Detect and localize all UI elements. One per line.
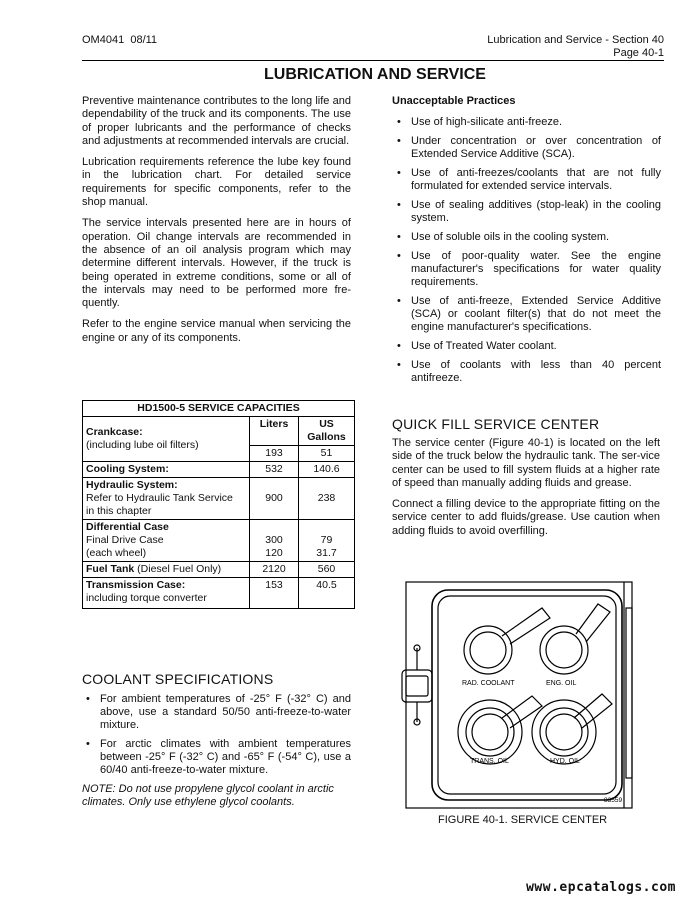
intro-paragraph: Preventive maintenance contributes to the long life and dependability of the truck and its components. The use of proper lubricants and the performance of checks and adjustments at recommended intervals are crucial. (82, 95, 351, 147)
differential-gallons-cell (299, 520, 355, 562)
unacceptable-list-wrap (393, 116, 661, 391)
watermark-text: www.epcatalogs.com (526, 880, 676, 895)
hyd-oil-label: HYD. OIL (550, 758, 580, 765)
trans-oil-fitting (458, 696, 542, 764)
list-item: • Use of anti-freeze, Extended Service Additive (SCA) or coolant filter(s) that do not meet the engine manufacturer's specifications. (393, 295, 661, 334)
liters-header: Liters (250, 417, 299, 446)
table-row (83, 417, 355, 446)
crankcase-cell (83, 417, 250, 462)
hyd-oil-fitting (532, 694, 612, 764)
crankcase-label: Crankcase: (86, 426, 143, 438)
transmission-label: Transmission Case: (86, 579, 186, 591)
table-row (83, 462, 355, 478)
service-capacities-table (82, 400, 355, 609)
panel-plate (432, 590, 622, 800)
intro-paragraph: The service intervals presented here are in hours of operation. Oil change intervals are recommended in the absence of an oil analysis program which may determine different intervals. However, if the truck is being operated in extreme conditions, some or all of the intervals may need to be performed more fre-quently. (82, 217, 351, 310)
differential-gallons-1: 79 (320, 534, 333, 546)
differential-gallons-2: 31.7 (316, 547, 337, 559)
rad-coolant-fitting (464, 608, 550, 674)
differential-sub2: (each wheel) (86, 547, 147, 559)
intro-paragraph: Refer to the engine service manual when servicing the engine or any of its components. (82, 318, 351, 344)
intro-section (82, 95, 351, 345)
quickfill-paragraph: Connect a filling device to the appropriate fitting on the service center to add fluids/grease. Use caution when adding fluids to avoid overfilling. (392, 498, 660, 537)
fuel-cell (83, 562, 250, 578)
quickfill-heading: QUICK FILL SERVICE CENTER (392, 416, 600, 432)
service-capacities-table-wrap (82, 400, 355, 609)
hydraulic-sub1: Refer to Hydraulic Tank Service (86, 492, 233, 504)
list-item: • Use of sealing additives (stop-leak) in the cooling system. (393, 199, 661, 225)
transmission-sub: including torque converter (86, 592, 207, 604)
doc-code-number: OM4041 (82, 34, 125, 46)
unacceptable-heading: Unacceptable Practices (392, 95, 516, 107)
unacceptable-list (393, 116, 661, 385)
eng-oil-label: ENG. OIL (546, 680, 577, 687)
crankcase-sub: (including lube oil filters) (86, 439, 199, 451)
page-title: LUBRICATION AND SERVICE (264, 66, 486, 83)
hydraulic-cell (83, 478, 250, 520)
cooling-liters: 532 (250, 462, 299, 478)
list-item: • Use of poor-quality water. See the engine manufacturer's specifications for water quality requirements. (393, 250, 661, 289)
differential-sub1: Final Drive Case (86, 534, 164, 546)
intro-paragraph: Lubrication requirements reference the lube key found in the lubrication chart. For detailed service requirements for specific components, refer to the shop manual. (82, 156, 351, 209)
hydraulic-label: Hydraulic System: (86, 479, 178, 491)
list-item: • Use of coolants with less than 40 percent antifreeze. (393, 359, 661, 385)
service-center-figure (392, 578, 642, 812)
table-row (83, 520, 355, 562)
list-item: • Use of anti-freezes/coolants that are not fully formulated for extended service intervals. (393, 167, 661, 193)
figure-number: 83559 (604, 797, 623, 804)
hydraulic-gallons: 238 (299, 478, 355, 520)
coolant-heading: COOLANT SPECIFICATIONS (82, 671, 274, 687)
rad-coolant-label: RAD. COOLANT (462, 680, 515, 687)
hydraulic-liters: 900 (250, 478, 299, 520)
transmission-liters: 153 (250, 578, 299, 609)
panel-flange (406, 582, 632, 808)
differential-liters-1: 300 (265, 534, 283, 546)
list-item: • Use of Treated Water coolant. (393, 340, 661, 353)
header-rule (82, 60, 664, 61)
table-row (83, 578, 355, 609)
hydraulic-sub2: in this chapter (86, 505, 152, 517)
fuel-gallons: 560 (299, 562, 355, 578)
coolant-list-wrap (82, 693, 351, 810)
table-row (83, 478, 355, 520)
section-title: Lubrication and Service - Section 40 (487, 34, 664, 46)
page-number: Page 40-1 (613, 47, 664, 59)
list-item: • Under concentration or over concentration of Extended Service Additive (SCA). (393, 135, 661, 161)
table-title: HD1500-5 SERVICE CAPACITIES (83, 401, 355, 417)
list-item: • Use of high-silicate anti-freeze. (393, 116, 661, 129)
fuel-liters: 2120 (250, 562, 299, 578)
crankcase-liters: 193 (250, 446, 299, 462)
crankcase-gallons: 51 (299, 446, 355, 462)
fuel-sub: (Diesel Fuel Only) (134, 563, 222, 575)
gallons-header: US Gallons (299, 417, 355, 446)
differential-label: Differential Case (86, 521, 169, 533)
transmission-gallons: 40.5 (299, 578, 355, 609)
quickfill-text (392, 437, 660, 538)
cooling-label: Cooling System: (83, 462, 250, 478)
differential-liters-2: 120 (265, 547, 283, 559)
differential-cell (83, 520, 250, 562)
doc-date: 08/11 (130, 34, 158, 46)
list-item: • Use of soluble oils in the cooling system. (393, 231, 661, 244)
coolant-list (82, 693, 351, 777)
trans-oil-label: TRANS. OIL (470, 758, 509, 765)
transmission-cell (83, 578, 250, 609)
list-item: • For ambient temperatures of -25° F (-32° C) and above, use a standard 50/50 anti-freeze-to-water mixture. (82, 693, 351, 732)
fuel-label: Fuel Tank (86, 563, 135, 575)
cooling-gallons: 140.6 (299, 462, 355, 478)
eng-oil-fitting (540, 604, 610, 674)
doc-code (82, 34, 157, 46)
quickfill-paragraph: The service center (Figure 40-1) is located on the left side of the truck below the hydraulic tank. The ser-vice center can be used to fill system fluids at a higher rate of speed than manually adding fluids and grease. (392, 437, 660, 489)
coolant-note: NOTE: Do not use propylene glycol coolant in arctic climates. Only use ethylene glycol coolants. (82, 783, 334, 809)
table-row (83, 562, 355, 578)
differential-liters-cell (250, 520, 299, 562)
figure-caption: FIGURE 40-1. SERVICE CENTER (438, 814, 608, 826)
list-item: • For arctic climates with ambient temperatures between -25° F (-32° C) and -65° F (-54° C), use a 60/40 anti-freeze-to-water mixture. (82, 738, 351, 777)
hinge (626, 608, 632, 778)
